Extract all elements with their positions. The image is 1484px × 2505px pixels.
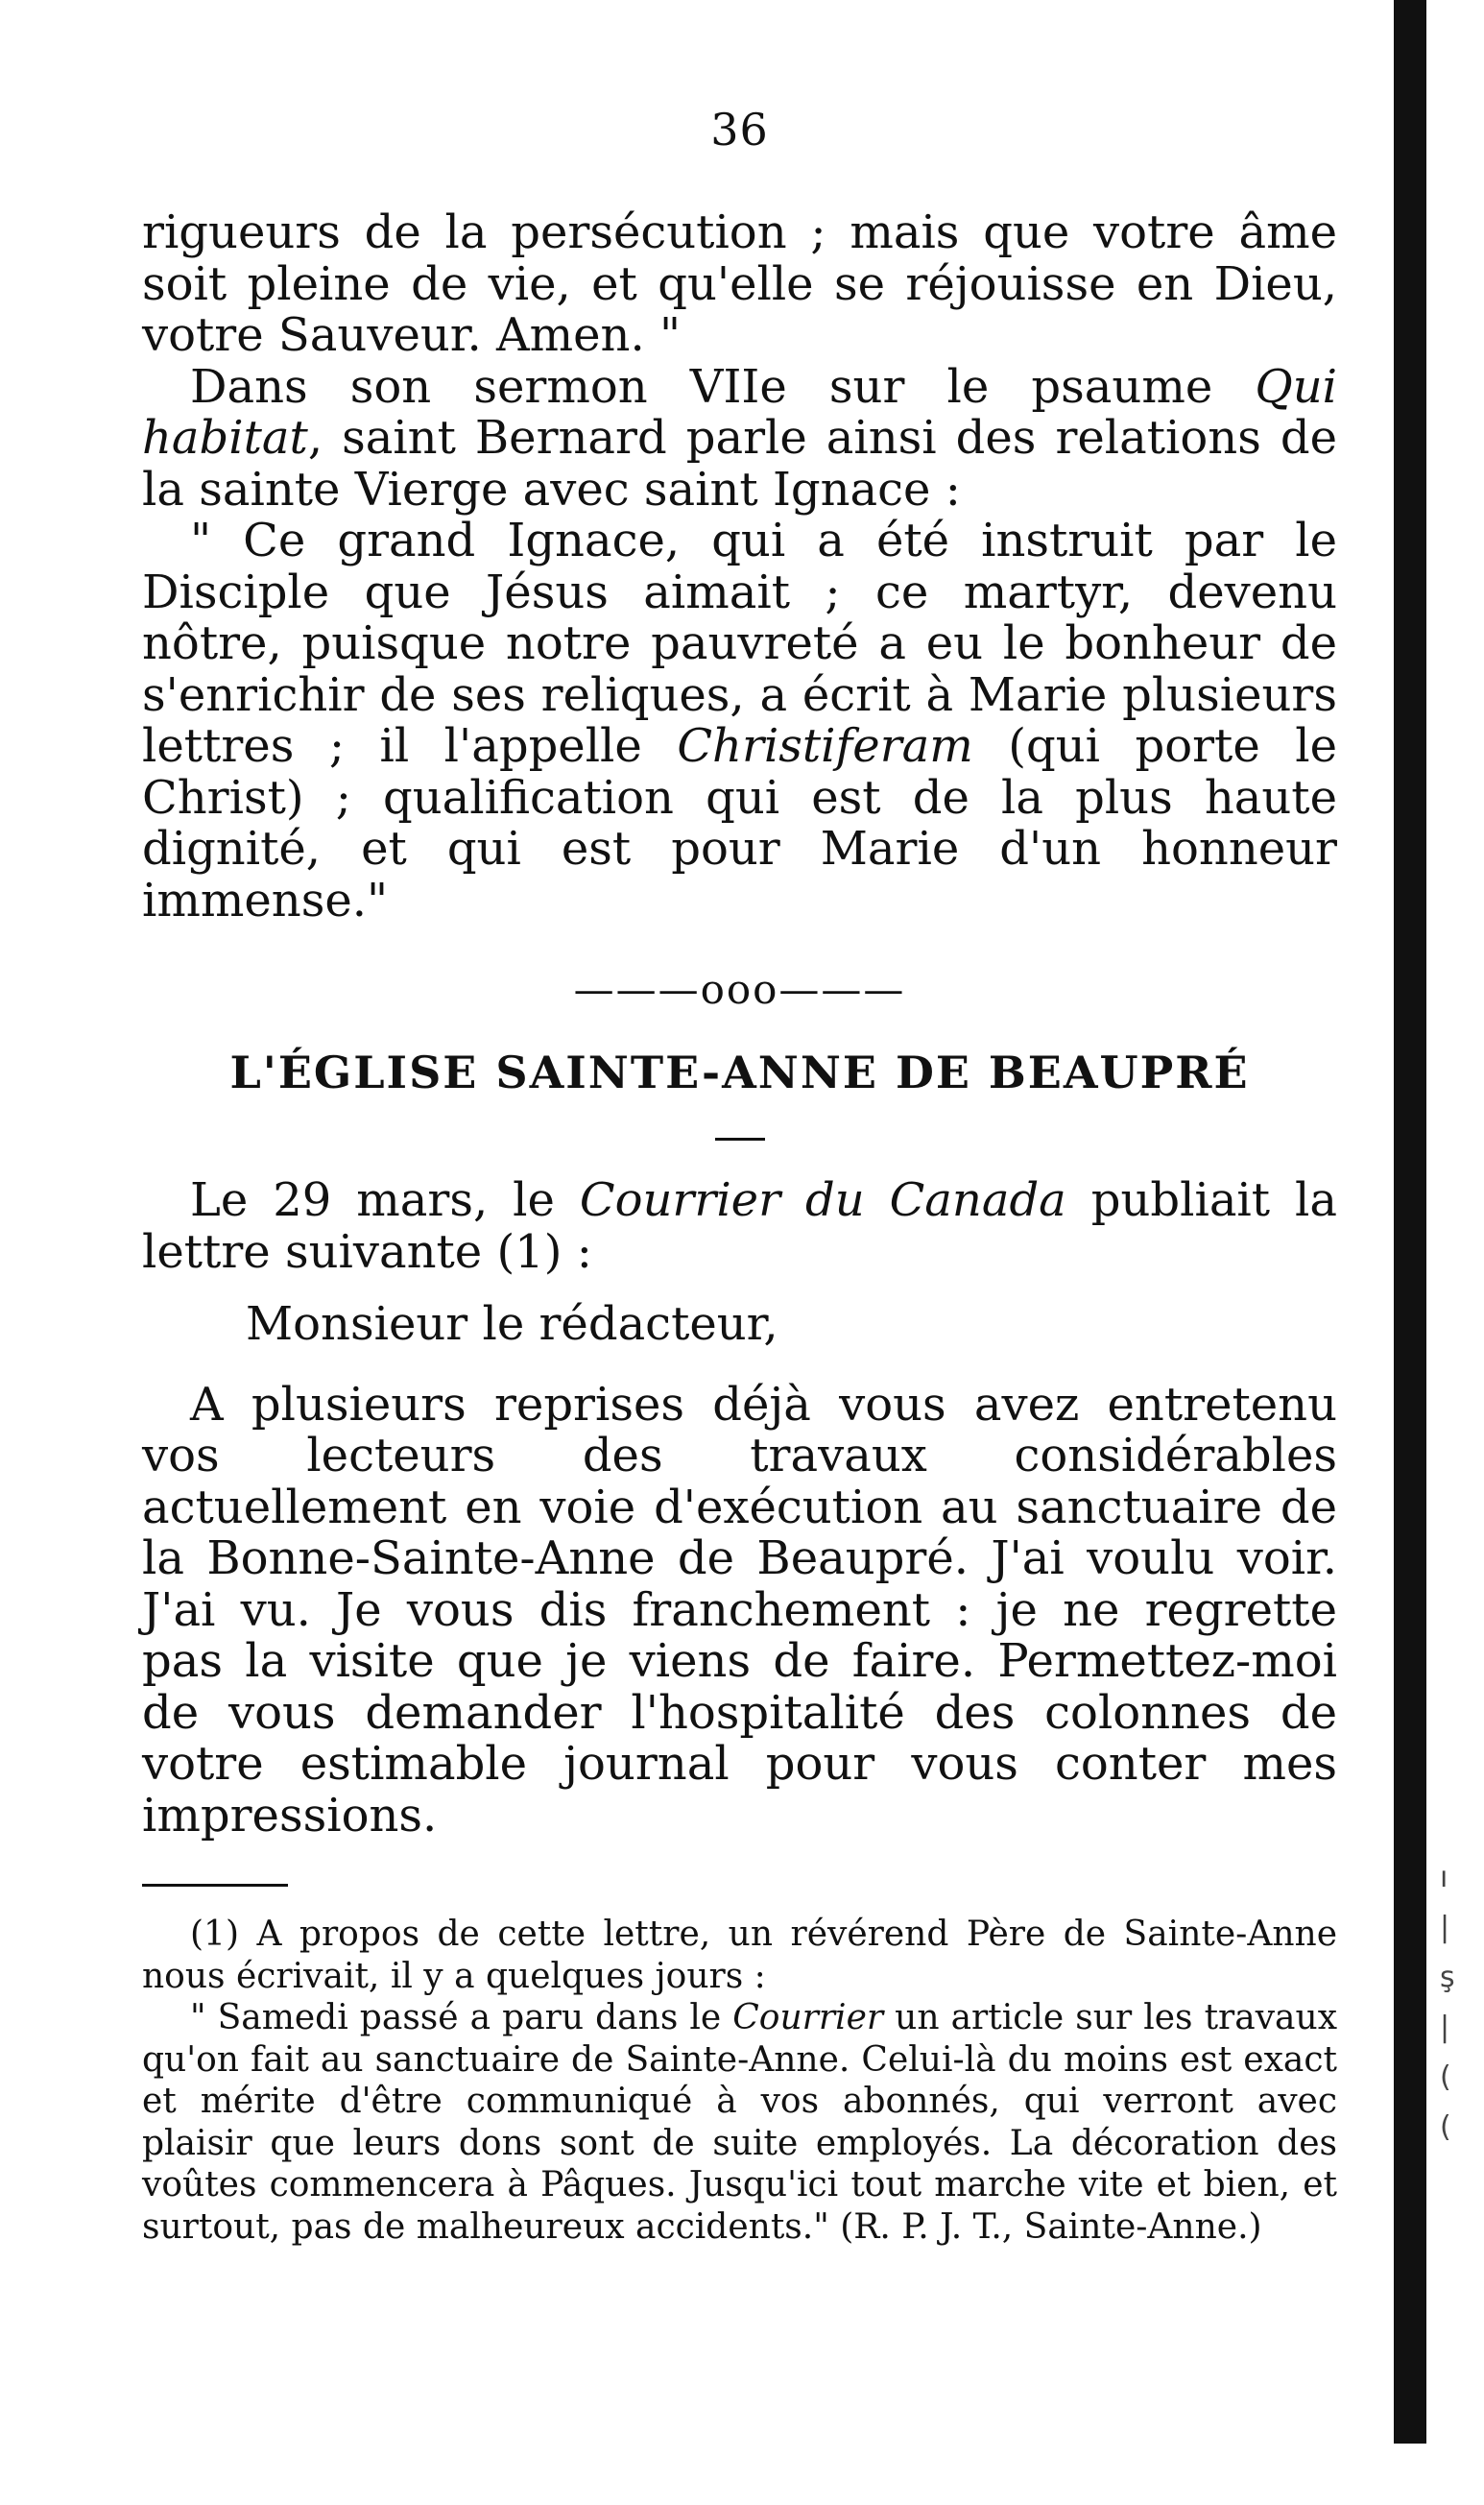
- paragraph-text: rigueurs de la persécution ; mais que votre âme soit pleine de vie, et qu'elle se réjouisse en Dieu, votre Sauveur. Amen. ": [142, 205, 1337, 362]
- paragraph-text: " Ce grand Ignace, qui a été instruit par le Disciple que Jésus aimait ; ce martyr, devenu nôtre, puisque notre pauvreté a eu le bonheur de s'enrichir de ses reliques, a écrit à Marie plusieurs lettres ; il l'appelle: [142, 514, 1337, 773]
- paragraph-sermon: [142, 359, 1337, 517]
- paragraph-text: , saint Bernard parle ainsi des relations de la sainte Vierge avec saint Ignace :: [142, 411, 1337, 517]
- page-number: 36: [710, 104, 769, 156]
- paragraph-text: (qui porte le Christ) ; qualification qui est de la plus haute dignité, et qui est pour Marie d'un honneur immense.": [142, 719, 1338, 927]
- footnote-2: [142, 1997, 1337, 2248]
- margin-mark: (: [1440, 2060, 1451, 2094]
- footnote-text: " Samedi passé a paru dans le: [190, 1998, 733, 2037]
- margin-marks: [1440, 1853, 1469, 2153]
- paragraph-persecution: [142, 207, 1337, 362]
- section-separator: ———ooo———: [573, 966, 906, 1013]
- margin-mark: ı: [1440, 1861, 1448, 1894]
- margin-mark: |: [1440, 2011, 1450, 2044]
- letter-salutation: Monsieur le rédacteur,: [246, 1297, 778, 1351]
- section-title: L'ÉGLISE SAINTE-ANNE DE BEAUPRÉ: [229, 1047, 1250, 1098]
- paragraph-text: Le 29 mars, le: [190, 1173, 580, 1227]
- paragraph-letter-body: [142, 1377, 1337, 1843]
- footnote-text: (1) A propos de cette lettre, un révérend Père de Sainte-Anne nous écrivait, il y a quelques jours :: [142, 1915, 1337, 1996]
- paragraph-quote-ignace: [142, 516, 1337, 927]
- page-edge-bar: [1394, 0, 1426, 2444]
- footnote-rule: [142, 1884, 288, 1887]
- paragraph-text: publiait la lettre suivante (1) :: [142, 1173, 1337, 1279]
- margin-mark: (: [1440, 2110, 1451, 2144]
- latin-term: Christiferam: [677, 719, 973, 773]
- newspaper-title: Courrier du Canada: [579, 1173, 1066, 1227]
- paragraph-text: Dans son sermon VIIe sur le psaume: [190, 359, 1256, 414]
- paragraph-text: A plusieurs reprises déjà vous avez entretenu vos lecteurs des travaux considérables actuellement en voie d'exécution au sanctuaire de la Bonne-Sainte-Anne de Beaupré. J'ai voulu voir. J'ai vu. Je vous dis franchement : je ne regrette pas la visite que je viens de faire. Permettez-moi de vous demander l'hospitalité des colonnes de votre estimable journal pour vous conter mes impressions.: [142, 1377, 1337, 1843]
- page-body: [142, 104, 1337, 2248]
- footnote-text: un article sur les travaux qu'on fait au sanctuaire de Sainte-Anne. Celui-là du moins est exact et mérite d'être communiqué à vos abonnés, qui verront avec plaisir que leurs dons sont de suite employés. La décoration des voûtes commencera à Pâques. Jusqu'ici tout marche vite et bien, et surtout, pas de malheureux accidents." (R. P. J. T., Sainte-Anne.): [142, 1998, 1337, 2247]
- footnote-1: [142, 1914, 1337, 1997]
- paragraph-courrier: [142, 1175, 1337, 1278]
- psalm-title: Qui habitat: [142, 359, 1337, 465]
- title-rule: [715, 1138, 765, 1141]
- newspaper-title: Courrier: [732, 1998, 884, 2037]
- margin-mark: ş: [1440, 1961, 1455, 1994]
- margin-mark: |: [1440, 1911, 1450, 1944]
